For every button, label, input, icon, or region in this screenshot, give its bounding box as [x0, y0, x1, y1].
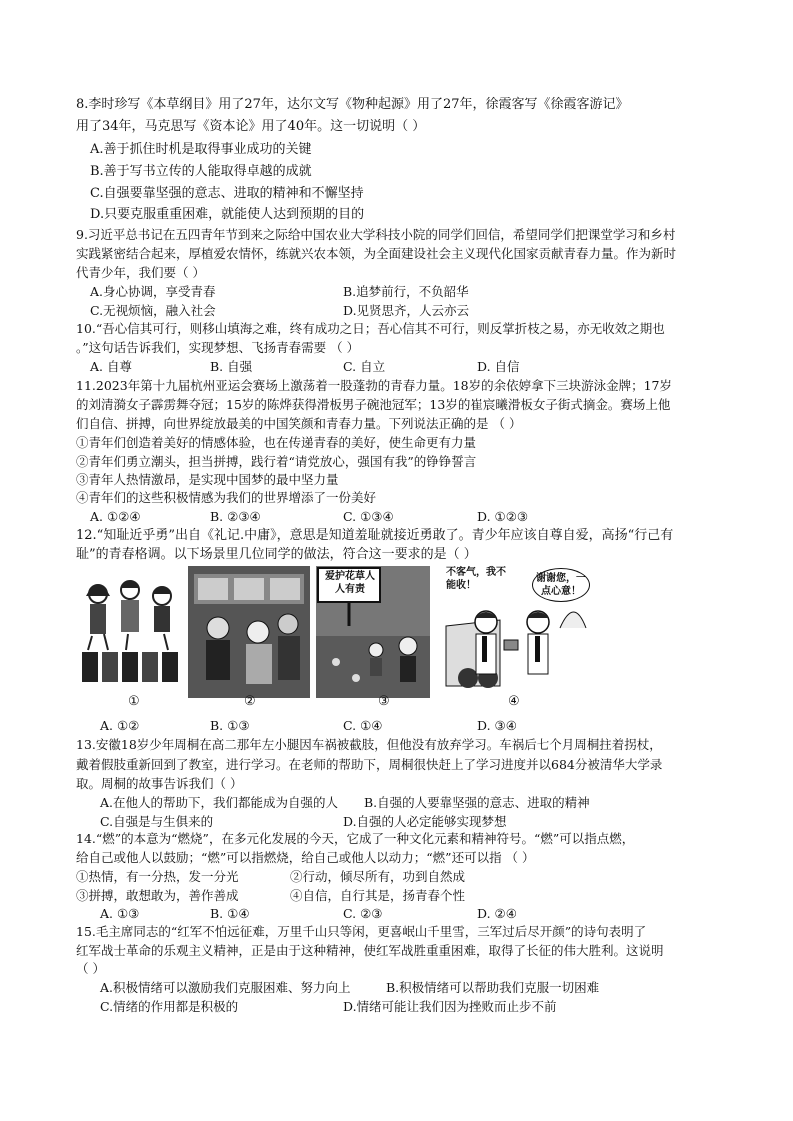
q9-option-b: B.追梦前行，不负韶华 [343, 284, 469, 299]
q15-stem-line1: 15.毛主席同志的“红军不怕远征难，万里千山只等闲，更喜岷山千里雪，三军过后尽开颜”的诗句表明了 [76, 924, 647, 939]
q12-picture-4-bubble-1: 不客气，我不能收！ [446, 567, 506, 591]
q11-stem-line1: 11.2023年第十九届杭州亚运会赛场上激荡着一股蓬勃的青春力量。18岁的余依婷拿下三块游泳金牌；17岁 [76, 378, 673, 393]
q12-picture-2-label: ② [244, 694, 256, 709]
q14-statement-3: ③拼搏，敢想敢为，善作善成 [76, 888, 239, 903]
q10-stem-line1: 10.“吾心信其可行，则移山填海之难，终有成功之日；吾心信其不可行，则反掌折枝之易，亦无收效之期也 [76, 321, 665, 336]
q14-option-b: B. ①④ [210, 906, 250, 921]
q15-stem-line3: （ ） [76, 961, 105, 976]
q9-stem-line3: 代青少年，我们要（ ） [76, 265, 205, 280]
q13-stem-line2: 戴着假肢重新回到了教室，进行学习。在老师的帮助下，周桐很快赶上了学习进度并以684分被清华大学录 [76, 757, 663, 772]
q14-stem-line1: 14.“燃”的本意为“燃烧”，在多元化发展的今天，它成了一种文化元素和精神符号。“燃”可以指点燃， [76, 831, 635, 846]
q11-statement-1: ①青年们创造着美好的情感体验，也在传递青春的美好，使生命更有力量 [76, 435, 477, 450]
q11-option-a: A. ①②④ [90, 509, 141, 524]
q14-option-a: A. ①③ [100, 906, 140, 921]
q12-picture-2 [188, 566, 310, 698]
q12-stem-line1: 12.“知耻近乎勇”出自《礼记.中庸》，意思是知道羞耻就接近勇敢了。青少年应该自尊自爱，高扬“行己有 [76, 528, 674, 543]
q12-option-d: D. ③④ [477, 718, 517, 733]
q10-option-d: D. 自信 [477, 359, 520, 374]
q14-statement-1: ①热情，有一分热，发一分光 [76, 869, 239, 884]
q9-option-d: D.见贤思齐，人云亦云 [343, 303, 470, 318]
q8-option-a: A.善于抓住时机是取得事业成功的关键 [90, 142, 312, 157]
q8-option-d: D.只要克服重重困难，就能使人达到预期的目的 [90, 207, 365, 222]
q11-option-d: D. ①②③ [477, 509, 529, 524]
q13-option-d: D.自强的人必定能够实现梦想 [343, 814, 507, 829]
q8-option-c: C.自强要靠坚强的意志、进取的精神和不懈坚持 [90, 186, 364, 201]
q11-statement-4: ④青年们的这些积极情感为我们的世界增添了一份美好 [76, 490, 377, 505]
q14-option-d: D. ②④ [477, 906, 517, 921]
q11-stem-line3: 们自信、拼搏，向世界绽放最美的中国笑颜和青春力量。下列说法正确的是 （ ） [76, 416, 522, 431]
q9-stem-line1: 9.习近平总书记在五四青年节到来之际给中国农业大学科技小院的同学们回信，希望同学们把课堂学习和乡村 [76, 227, 676, 242]
q14-stem-line2: 给自己或他人以鼓励；“燃”可以指燃烧，给自己或他人以动力；“燃”还可以指 （ ） [76, 850, 535, 865]
q13-option-a: A.在他人的帮助下，我们都能成为自强的人 [100, 795, 339, 810]
q15-stem-line2: 红军战士革命的乐观主义精神，正是由于这种精神，使红军战胜重重困难，取得了长征的伟大胜利。这说明 [76, 943, 664, 958]
q15-option-b: B.积极情绪可以帮助我们克服一切困难 [386, 980, 600, 995]
q10-option-a: A. 自尊 [90, 359, 132, 374]
q12-picture-4-bubble-2: 谢谢您，一点心意！ [532, 568, 590, 602]
q11-option-b: B. ②③④ [210, 509, 261, 524]
q13-option-b: B.自强的人要靠坚强的意志、进取的精神 [364, 795, 590, 810]
q9-option-a: A.身心协调，享受青春 [90, 284, 216, 299]
q14-option-c: C. ②③ [343, 906, 383, 921]
q13-option-c: C.自强是与生俱来的 [100, 814, 214, 829]
q10-stem-line2: 。”这句话告诉我们，实现梦想、飞扬青春需要 （ ） [76, 340, 360, 355]
q14-statement-2: ②行动，倾尽所有，功到自然成 [290, 869, 466, 884]
q11-stem-line2: 的刘清漪女子霹雳舞夺冠；15岁的陈烨获得滑板男子碗池冠军；13岁的崔宸曦滑板女子街式摘金。赛场上他 [76, 397, 671, 412]
q13-stem-line3: 取。周桐的故事告诉我们（ ） [76, 776, 243, 791]
q11-statement-3: ③青年人热情激昂，是实现中国梦的最中坚力量 [76, 472, 339, 487]
q9-option-c: C.无视烦恼，融入社会 [90, 303, 216, 318]
q12-stem-line2: 耻”的青春格调。以下场景里几位同学的做法，符合这一要求的是（ ） [76, 547, 477, 562]
q15-option-d: D.情绪可能让我们因为挫败而止步不前 [343, 999, 557, 1014]
q8-option-b: B.善于写书立传的人能取得卓越的成就 [90, 164, 312, 179]
q12-picture-1-label: ① [128, 694, 140, 709]
q12-option-b: B. ①③ [210, 718, 250, 733]
q12-picture-4-label: ④ [508, 694, 520, 709]
q8-stem-line1: 8.李时珍写《本草纲目》用了27年，达尔文写《物种起源》用了27年，徐霞客写《徐霞客游记》 [76, 97, 629, 112]
q12-picture-1 [78, 566, 188, 698]
q14-statement-4: ④自信，自行其是，扬青春个性 [290, 888, 466, 903]
q10-option-c: C. 自立 [343, 359, 386, 374]
q12-picture-3-label: ③ [378, 694, 390, 709]
q12-option-c: C. ①④ [343, 718, 383, 733]
q12-picture-3-sign: 爱护花草人人有责 [325, 571, 375, 595]
q13-stem-line1: 13.安徽18岁少年周桐在高二那年左小腿因车祸被截肢，但他没有放弃学习。车祸后七个月周桐拄着拐杖， [76, 737, 662, 752]
q10-option-b: B. 自强 [210, 359, 253, 374]
q11-statement-2: ②青年们勇立潮头，担当拼搏，践行着“请党放心，强国有我”的铮铮誓言 [76, 454, 477, 469]
q15-option-a: A.积极情绪可以激励我们克服困难、努力向上 [100, 980, 351, 995]
q8-stem-line2: 用了34年，马克思写《资本论》用了40年。这一切说明（ ） [76, 119, 426, 134]
q15-option-c: C.情绪的作用都是积极的 [100, 999, 239, 1014]
q9-stem-line2: 实践紧密结合起来，厚植爱农情怀，练就兴农本领，为全面建设社会主义现代化国家贡献青春力量。作为新时 [76, 246, 677, 261]
q12-option-a: A. ①② [100, 718, 140, 733]
q11-option-c: C. ①③④ [343, 509, 394, 524]
